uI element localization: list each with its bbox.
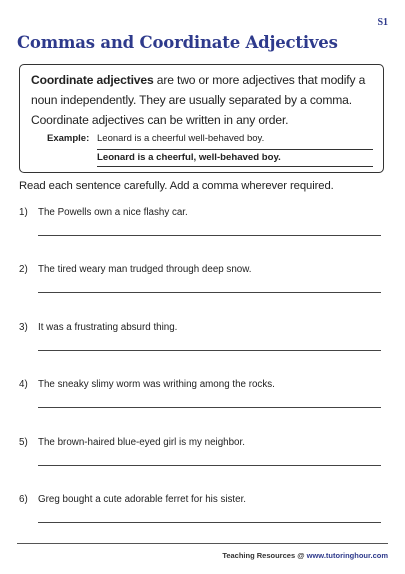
- answer-line[interactable]: [38, 407, 381, 408]
- example-label: Example:: [47, 133, 90, 144]
- question-number: 6): [19, 494, 28, 505]
- question-6: [19, 494, 381, 534]
- rule-box: [19, 64, 384, 173]
- rule-text: [31, 70, 372, 130]
- example-sentence: Leonard is a cheerful well-behaved boy.: [97, 133, 265, 144]
- answer-line[interactable]: [38, 235, 381, 236]
- answer-line[interactable]: [38, 350, 381, 351]
- answer-line[interactable]: [38, 522, 381, 523]
- question-1: [19, 207, 381, 247]
- answer-line[interactable]: [38, 292, 381, 293]
- question-number: 2): [19, 264, 28, 275]
- question-text: It was a frustrating absurd thing.: [38, 322, 178, 333]
- question-text: Greg bought a cute adorable ferret for his sister.: [38, 494, 247, 505]
- page-title: Commas and Coordinate Adjectives: [17, 33, 338, 52]
- example: [47, 133, 264, 144]
- footer-label: Teaching Resources @: [222, 551, 307, 560]
- sheet-code: S1: [377, 17, 388, 28]
- question-text: The sneaky slimy worm was writhing among the rocks.: [38, 379, 275, 390]
- question-2: [19, 264, 381, 304]
- footer: [222, 551, 388, 560]
- rule-term: Coordinate adjectives: [31, 73, 154, 87]
- question-number: 1): [19, 207, 28, 218]
- question-number: 5): [19, 437, 28, 448]
- question-3: [19, 322, 381, 362]
- example-answer: Leonard is a cheerful, well-behaved boy.: [97, 149, 373, 167]
- answer-line[interactable]: [38, 465, 381, 466]
- question-5: [19, 437, 381, 477]
- rule-definition: are two or more adjectives that modify a noun independently. They are usually separated by a comma. Coordinate adjectives can be written in any order.: [31, 73, 366, 127]
- footer-rule: [17, 543, 388, 544]
- question-number: 3): [19, 322, 28, 333]
- question-text: The Powells own a nice flashy car.: [38, 207, 188, 218]
- question-text: The tired weary man trudged through deep snow.: [38, 264, 252, 275]
- question-text: The brown-haired blue-eyed girl is my neighbor.: [38, 437, 245, 448]
- footer-site-link[interactable]: www.tutoringhour.com: [306, 551, 388, 560]
- instruction: Read each sentence carefully. Add a comma wherever required.: [19, 180, 334, 192]
- question-number: 4): [19, 379, 28, 390]
- question-4: [19, 379, 381, 419]
